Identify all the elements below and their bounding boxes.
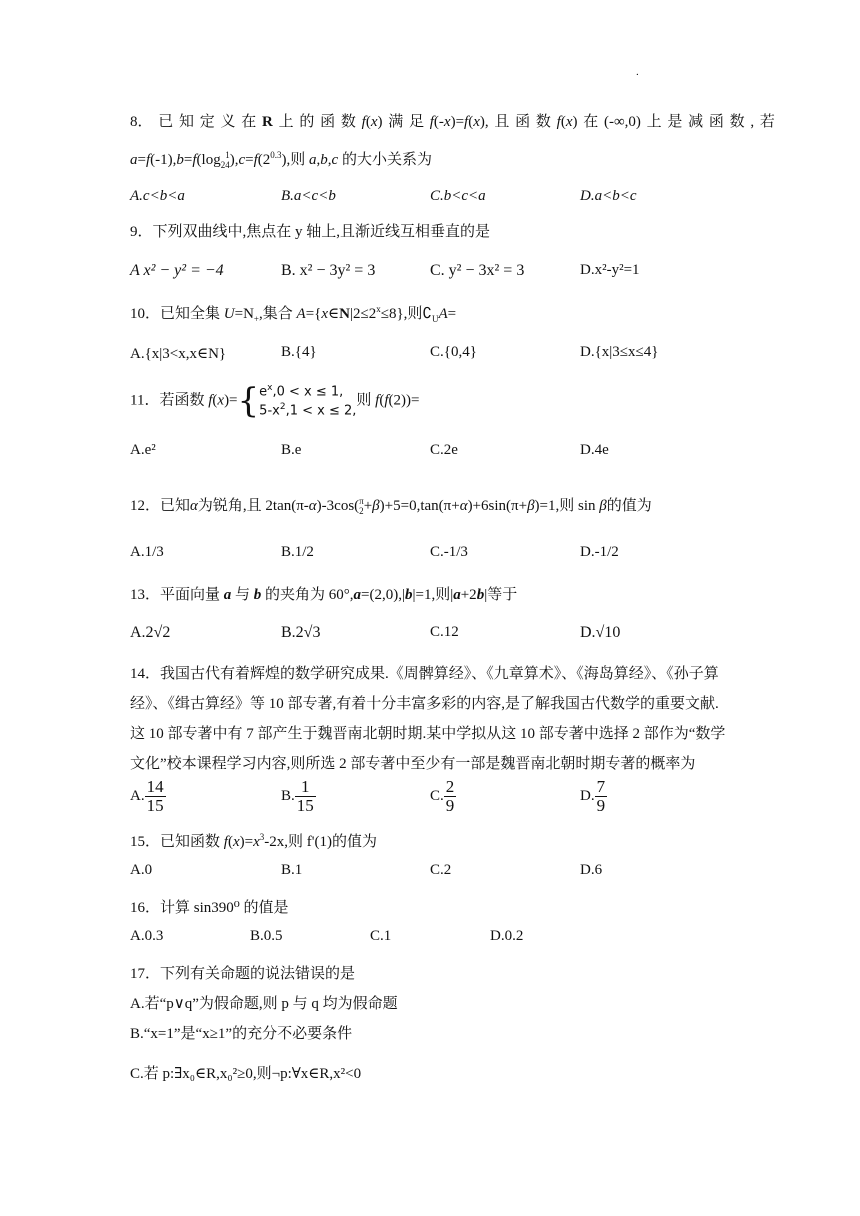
q9-option-c[interactable]: C. y² − 3x² = 3 (430, 262, 525, 279)
question-15-stem: 15．已知函数 $f(x)=x^3-2x$,则 f'(1)的值为 (130, 832, 377, 850)
q16-option-c[interactable]: C.1 (370, 928, 392, 944)
q12-option-a[interactable]: A.1/3 (130, 544, 164, 560)
q10-option-d[interactable]: D.{x|3≤x≤4} (580, 344, 659, 360)
q11-option-b[interactable]: B.e (281, 442, 302, 458)
q17-option-b[interactable]: B.“x=1”是“x≥1”的充分不必要条件 (130, 1026, 353, 1042)
q14-option-b[interactable]: B. $\frac{1}{15}$ (281, 777, 314, 815)
q12-option-d[interactable]: D.-1/2 (580, 544, 619, 560)
q9-option-a[interactable]: A x² − y² = −4 (130, 262, 224, 279)
question-11-stem: 11．若函数 $f(x)=\{e^x,0 < x \le 1$, $5-x^2,1 < x \le 2$,则 f(f(2))= (130, 380, 420, 421)
q15-option-d[interactable]: D.6 (580, 862, 603, 878)
q8-option-c[interactable]: C.b<c<a (430, 188, 486, 204)
q8-option-b[interactable]: B.a<c<b (281, 188, 336, 204)
question-16-stem: 16．计算 sin390⁰ 的值是 (130, 900, 289, 916)
q17-option-a[interactable]: A.若“p∨q”为假命题,则 p 与 q 均为假命题 (130, 996, 398, 1012)
question-14-line-3: 这 10 部专著中有 7 部产生于魏晋南北朝时期.某中学拟从这 10 部专著中选择 2 部作为“数学 (130, 726, 726, 742)
q13-option-b[interactable]: B.2√3 (281, 624, 321, 641)
q8-option-a[interactable]: A.c<b<a (130, 188, 185, 204)
question-17-stem: 17．下列有关命题的说法错误的是 (130, 966, 356, 982)
q14-option-a[interactable]: A. $\frac{14}{15}$ (130, 777, 164, 815)
q16-option-a[interactable]: A.0.3 (130, 928, 164, 944)
q15-option-b[interactable]: B.1 (281, 862, 303, 878)
question-8-number: 8． (130, 114, 153, 130)
question-14-line-2: 经》、《缉古算经》等 10 部专著,有着十分丰富多彩的内容,是了解我国古代数学的重要文献. (130, 696, 719, 712)
q16-option-d[interactable]: D.0.2 (490, 928, 524, 944)
q13-option-d[interactable]: D.√10 (580, 624, 621, 641)
question-8-line-1: 8． 已 知 定 义 在 R 上 的 函 数 f(x) 满 足 f(-x)=f(x), 且 函 数 f(x) 在 (-∞,0) 上 是 减 函 数 , 若 (130, 114, 775, 130)
q10-option-c[interactable]: C.{0,4} (430, 344, 477, 360)
q14-option-c[interactable]: C. $\frac{2}{9}$ (430, 777, 455, 815)
q13-option-c[interactable]: C.12 (430, 624, 459, 640)
question-9-stem: 9．下列双曲线中,焦点在 y 轴上,且渐近线互相垂直的是 (130, 224, 491, 240)
q15-option-a[interactable]: A.0 (130, 862, 153, 878)
q12-option-c[interactable]: C.-1/3 (430, 544, 468, 560)
question-12-stem: 12．已知α为锐角,且 2tan(π-α)-3cos( π 2 +β)+5=0,tan(π+α)+6sin(π+β)=1,则 sin β的值为 (130, 496, 652, 516)
q11-option-c[interactable]: C.2e (430, 442, 458, 458)
q9-option-b[interactable]: B. x² − 3y² = 3 (281, 262, 376, 279)
q11-option-d[interactable]: D.4e (580, 442, 609, 458)
q15-option-c[interactable]: C.2 (430, 862, 452, 878)
q17-option-c[interactable]: C.若 p:∃x₀∈R,x₀²≥0,则¬p:∀x∈R,x²<0 (130, 1066, 362, 1082)
q16-option-b[interactable]: B.0.5 (250, 928, 283, 944)
q14-option-d[interactable]: D. $\frac{7}{9}$ (580, 777, 606, 815)
question-13-stem: 13．平面向量 a 与 b 的夹角为 60°,a=(2,0),|b|=1,则|a+2b|等于 (130, 587, 518, 603)
q12-option-b[interactable]: B.1/2 (281, 544, 314, 560)
q9-option-d[interactable]: D.x²-y²=1 (580, 262, 640, 278)
q10-option-a[interactable]: A.{x|3<x,x∈N} (130, 346, 227, 362)
q11-option-a[interactable]: A.e² (130, 442, 156, 458)
q13-option-a[interactable]: A.2√2 (130, 624, 171, 641)
question-8-line-2: $a=f(-1),b=f(\log_2$ 1 4 )$,c=f(2^{0.3})$,则 a,b,c 的大小关系为 (130, 150, 432, 170)
q10-option-b[interactable]: B.{4} (281, 344, 317, 360)
q8-option-d[interactable]: D.a<b<c (580, 188, 637, 204)
question-14-line-4: 文化”校本课程学习内容,则所选 2 部专著中至少有一部是魏晋南北朝时期专著的概率为 (130, 756, 696, 772)
question-14-line-1: 14．我国古代有着辉煌的数学研究成果.《周髀算经》、《九章算术》、《海岛算经》、《孙子算 (130, 666, 719, 682)
question-10-stem: 10．已知全集 $U=N_+$,集合 $A=\{x\in N|2\le 2^x\le 8\}$,则$∁_UA=$ (130, 304, 457, 324)
corner-dot: . (636, 66, 639, 78)
